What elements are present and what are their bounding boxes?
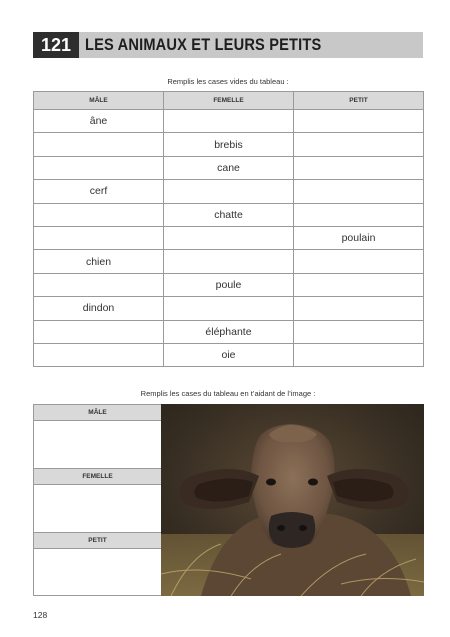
answer-cell-young[interactable] — [294, 320, 424, 343]
column-header-male: MÂLE — [34, 92, 164, 110]
answer-cell-male[interactable] — [34, 273, 164, 296]
label-female: FEMELLE — [34, 468, 161, 485]
table-row — [34, 250, 424, 273]
exercise-number: 121 — [33, 32, 79, 58]
table-body — [34, 110, 424, 367]
answer-column — [33, 404, 161, 596]
cell-female: poule — [164, 273, 294, 296]
answer-cell-young[interactable] — [294, 250, 424, 273]
cell-female: éléphante — [164, 320, 294, 343]
answer-cell-female[interactable] — [164, 180, 294, 203]
answer-cell-female[interactable] — [164, 110, 294, 133]
answer-cell-male[interactable] — [34, 226, 164, 249]
cell-male: âne — [34, 110, 164, 133]
answer-cell-young[interactable] — [294, 110, 424, 133]
cell-male: cerf — [34, 180, 164, 203]
answer-cell-young[interactable] — [294, 343, 424, 366]
answer-female-field[interactable] — [34, 485, 161, 532]
cell-male: dindon — [34, 297, 164, 320]
exercise-header — [33, 32, 423, 58]
cell-female: cane — [164, 156, 294, 179]
answer-male-field[interactable] — [34, 421, 161, 468]
label-young: PETIT — [34, 532, 161, 549]
table-row — [34, 133, 424, 156]
page-number: 128 — [33, 610, 48, 620]
table-row — [34, 226, 424, 249]
cell-female: chatte — [164, 203, 294, 226]
table-row — [34, 156, 424, 179]
answer-cell-male[interactable] — [34, 203, 164, 226]
table-row — [34, 180, 424, 203]
answer-cell-female[interactable] — [164, 297, 294, 320]
answer-young-field[interactable] — [34, 549, 161, 596]
answer-cell-male[interactable] — [34, 320, 164, 343]
table-row — [34, 203, 424, 226]
animals-table — [33, 91, 424, 367]
instruction-1: Remplis les cases vides du tableau : — [167, 77, 289, 86]
buffalo-calf-photo — [161, 404, 424, 596]
column-header-female: FEMELLE — [164, 92, 294, 110]
answer-cell-female[interactable] — [164, 250, 294, 273]
table-row — [34, 320, 424, 343]
instruction-2: Remplis les cases du tableau en t’aidant de l’image : — [140, 389, 316, 398]
answer-cell-young[interactable] — [294, 273, 424, 296]
table-header-row — [34, 92, 424, 110]
answer-cell-young[interactable] — [294, 156, 424, 179]
image-exercise — [33, 404, 424, 596]
cell-young: poulain — [294, 226, 424, 249]
answer-cell-young[interactable] — [294, 203, 424, 226]
table-row — [34, 343, 424, 366]
table-row — [34, 110, 424, 133]
table-row — [34, 273, 424, 296]
cell-female: brebis — [164, 133, 294, 156]
answer-cell-male[interactable] — [34, 343, 164, 366]
answer-cell-young[interactable] — [294, 133, 424, 156]
answer-cell-male[interactable] — [34, 156, 164, 179]
column-header-young: PETIT — [294, 92, 424, 110]
exercise-title: LES ANIMAUX ET LEURS PETITS — [85, 35, 322, 54]
answer-cell-young[interactable] — [294, 297, 424, 320]
cell-female: oie — [164, 343, 294, 366]
answer-cell-young[interactable] — [294, 180, 424, 203]
label-male: MÂLE — [34, 404, 161, 421]
answer-cell-female[interactable] — [164, 226, 294, 249]
table-row — [34, 297, 424, 320]
answer-cell-male[interactable] — [34, 133, 164, 156]
cell-male: chien — [34, 250, 164, 273]
